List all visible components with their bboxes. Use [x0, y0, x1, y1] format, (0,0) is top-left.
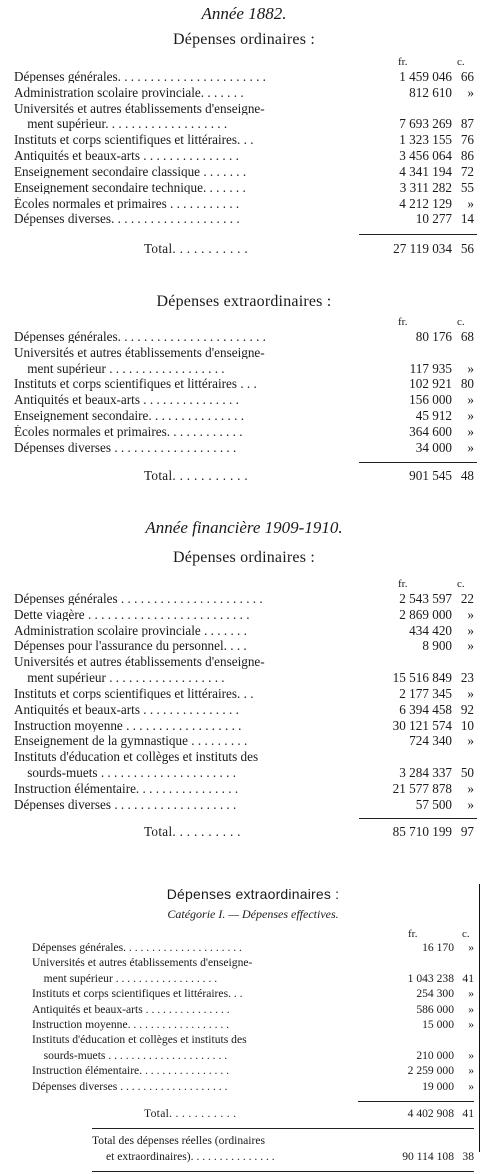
table-row: [14, 734, 474, 750]
table-row: [14, 655, 474, 671]
row-label: Dépenses diverses. . . . . . . . . . . . . . . . . . . .: [14, 212, 240, 226]
unit-centimes: c.: [457, 578, 465, 590]
row-label: Universités et autres établissements d'enseigne-: [32, 957, 253, 970]
grand-total-label-2: et extraordinaires). . . . . . . . . . . . . . .: [106, 1150, 275, 1163]
table-row: [14, 181, 474, 197]
table-row: [14, 393, 474, 409]
total-cents: 56: [460, 241, 474, 257]
total-label: Total. . . . . . . . . .: [144, 825, 241, 839]
row-cents: »: [468, 1018, 474, 1032]
table-row: [14, 102, 474, 118]
row-amount: 2 543 597: [399, 591, 452, 606]
heading-1909-extraordinary: Dépenses extraordinaires :: [166, 886, 340, 902]
row-cents: 10: [460, 717, 474, 733]
row-label: Antiquités et beaux-arts . . . . . . . . . . . . . . .: [32, 1003, 230, 1016]
row-cents: 76: [460, 132, 474, 148]
table-row: [14, 592, 474, 608]
grand-total-label-1: Total des dépenses réelles (ordinaires: [92, 1135, 266, 1148]
row-label: Dépenses diverses . . . . . . . . . . . . . . . . . . .: [32, 1080, 228, 1093]
year-title-1882: Année 1882.: [201, 4, 287, 23]
row-amount: 3 284 337: [399, 764, 452, 780]
row-cents: »: [468, 941, 474, 954]
table-row: [14, 425, 474, 441]
total-cents: 48: [460, 467, 474, 483]
row-cents: »: [468, 1064, 474, 1078]
row-label: Enseignement de la gymnastique . . . . . . . . .: [14, 734, 248, 748]
row-label: Instruction élémentaire. . . . . . . . . . . . . . . .: [14, 781, 239, 796]
section-1882-ordinary: [14, 4, 474, 258]
unit-francs: fr.: [398, 316, 408, 328]
total-label: Total. . . . . . . . . . .: [144, 468, 248, 482]
row-amount: 2 177 345: [399, 685, 452, 701]
row-label: Universités et autres établissements d'enseigne-: [14, 655, 265, 669]
row-amount: 2 259 000: [407, 1064, 454, 1078]
row-label: Instituts d'éducation et collèges et instituts des: [14, 750, 259, 764]
table-row: [14, 441, 474, 457]
section-1909-extraordinary: [32, 884, 474, 1174]
table-row: [32, 957, 474, 972]
table-row: [14, 330, 474, 346]
row-cents: »: [467, 796, 474, 812]
row-label: Instituts et corps scientifiques et littéraires. . .: [14, 133, 254, 147]
row-amount: 586 000: [416, 1002, 454, 1016]
row-label: ment supérieur . . . . . . . . . . . . . . . . . .: [32, 972, 218, 985]
grand-total-line-2: [32, 1151, 474, 1166]
table-row: [14, 70, 474, 86]
table-row: [14, 671, 474, 687]
total-cents: 41: [462, 1107, 474, 1121]
row-cents: 80: [460, 376, 474, 392]
row-amount: 117 935: [409, 360, 452, 376]
row-amount: 45 912: [415, 408, 452, 424]
row-amount: 34 000: [415, 439, 452, 455]
row-label: Universités et autres établissements d'enseigne-: [14, 101, 265, 116]
row-cents: 22: [460, 591, 474, 606]
table-row: [32, 988, 474, 1003]
row-cents: 87: [460, 116, 474, 132]
total-row-1909-ordinary: [14, 825, 474, 841]
table-row: [14, 117, 474, 133]
row-cents: »: [467, 638, 474, 654]
table-row: [32, 1019, 474, 1034]
row-amount: 156 000: [409, 392, 452, 408]
unit-francs: fr.: [398, 56, 408, 68]
table-row: [32, 942, 474, 957]
row-amount: 210 000: [416, 1048, 454, 1062]
row-amount: 7 693 269: [399, 116, 452, 132]
row-amount: 1 459 046: [399, 69, 452, 84]
row-amount: 1 043 238: [407, 971, 454, 985]
table-row: [14, 687, 474, 703]
units-1909-extraordinary: [32, 928, 474, 942]
table-row: [14, 377, 474, 393]
total-amount: 901 545: [409, 467, 452, 483]
unit-francs: fr.: [398, 578, 408, 590]
heading-1909-ordinary: Dépenses ordinaires :: [173, 549, 315, 566]
table-row: [14, 719, 474, 735]
row-cents: »: [468, 1048, 474, 1062]
table-row: [14, 750, 474, 766]
heading-1882-extraordinary: Dépenses extraordinaires :: [156, 293, 332, 310]
table-row: [14, 212, 474, 228]
row-label: sourds-muets . . . . . . . . . . . . . . . . . . . . .: [32, 1049, 228, 1062]
row-cents: 86: [460, 148, 474, 164]
row-amount: 4 341 194: [399, 163, 452, 179]
row-cents: »: [467, 622, 474, 638]
rows-1909-ordinary: [14, 592, 474, 813]
row-cents: 55: [460, 179, 474, 195]
row-cents: »: [467, 685, 474, 701]
subheading-category-1: Catégorie I. — Dépenses effectives.: [167, 907, 339, 921]
total-row-1909-extraordinary: [32, 1108, 474, 1123]
row-label: Antiquités et beaux-arts . . . . . . . . . . . . . . .: [14, 702, 239, 717]
grand-total-cents: 38: [462, 1149, 474, 1163]
row-amount: 15 000: [422, 1018, 454, 1032]
grand-total-rule: [32, 1123, 474, 1135]
total-row-1882-extraordinary: [14, 469, 474, 485]
row-amount: 3 456 064: [399, 148, 452, 164]
row-amount: 15 516 849: [392, 670, 452, 686]
total-amount: 4 402 908: [407, 1107, 454, 1121]
row-label: Écoles normales et primaires . . . . . . . . . . .: [14, 196, 240, 210]
table-row: [32, 1004, 474, 1019]
row-label: Dépenses générales. . . . . . . . . . . . . . . . . . . . . . .: [14, 70, 266, 84]
row-amount: 812 610: [409, 84, 452, 100]
year-title-1909: Année financière 1909-1910.: [145, 518, 343, 537]
row-cents: »: [467, 360, 474, 376]
row-amount: 10 277: [415, 211, 452, 227]
unit-centimes: c.: [457, 56, 465, 68]
row-amount: 21 577 878: [392, 780, 452, 796]
table-row: [14, 197, 474, 213]
row-label: Dépenses diverses . . . . . . . . . . . . . . . . . . .: [14, 440, 237, 455]
total-label: Total. . . . . . . . . . .: [144, 242, 248, 256]
row-label: Instituts et corps scientifiques et littéraires . . .: [14, 377, 257, 391]
unit-centimes: c.: [462, 928, 470, 940]
row-label: Antiquités et beaux-arts . . . . . . . . . . . . . . .: [14, 393, 239, 407]
units-1882-ordinary: [14, 56, 474, 70]
table-row: [14, 639, 474, 655]
row-cents: »: [467, 733, 474, 749]
row-label: Administration scolaire provinciale . . . . . . .: [14, 623, 247, 638]
row-cents: 72: [460, 163, 474, 179]
row-cents: »: [467, 780, 474, 796]
row-label: Écoles normales et primaires. . . . . . . . . . . .: [14, 424, 243, 439]
table-row: [14, 766, 474, 782]
grand-total-amount: 90 114 108: [402, 1149, 454, 1163]
table-row: [32, 1050, 474, 1065]
row-label: Enseignement secondaire technique. . . . . . .: [14, 180, 246, 195]
row-label: ment supérieur. . . . . . . . . . . . . . . . . . .: [14, 117, 228, 131]
table-row: [14, 346, 474, 362]
row-cents: 92: [460, 701, 474, 717]
total-amount: 85 710 199: [392, 824, 452, 840]
row-amount: 254 300: [416, 987, 454, 1001]
row-cents: »: [467, 195, 474, 211]
units-1882-extraordinary: [14, 316, 474, 330]
table-row: [32, 973, 474, 988]
row-amount: 2 869 000: [399, 606, 452, 622]
row-label: Universités et autres établissements d'enseigne-: [14, 345, 265, 360]
row-label: Antiquités et beaux-arts . . . . . . . . . . . . . . .: [14, 149, 239, 163]
table-row: [32, 1081, 474, 1096]
row-label: Instruction élémentaire. . . . . . . . . . . . . . . .: [32, 1065, 230, 1078]
total-label: Total. . . . . . . . . . .: [144, 1108, 237, 1121]
row-label: Dépenses pour l'assurance du personnel. . . .: [14, 639, 247, 653]
row-cents: 66: [460, 69, 474, 84]
row-cents: 68: [460, 329, 474, 344]
row-label: Enseignement secondaire classique . . . . . . .: [14, 164, 247, 179]
section-1882-extraordinary: [14, 292, 474, 484]
row-amount: 19 000: [422, 1079, 454, 1093]
rows-1882-ordinary: [14, 70, 474, 228]
table-row: [14, 133, 474, 149]
total-row-1882-ordinary: [14, 242, 474, 258]
section-1909-ordinary: [14, 518, 474, 841]
row-cents: 50: [460, 764, 474, 780]
row-cents: »: [467, 408, 474, 424]
row-amount: 1 323 155: [399, 132, 452, 148]
row-label: Dépenses générales . . . . . . . . . . . . . . . . . . . . . .: [14, 592, 263, 606]
rows-1882-extraordinary: [14, 330, 474, 457]
row-label: Enseignement secondaire. . . . . . . . . . . . . . .: [14, 409, 244, 423]
total-rule-1882-ordinary: [14, 228, 474, 242]
table-row: [14, 703, 474, 719]
row-cents: »: [468, 1079, 474, 1093]
row-label: Instruction moyenne. . . . . . . . . . . . . . . . . .: [32, 1019, 230, 1032]
table-row: [14, 149, 474, 165]
row-cents: »: [468, 1002, 474, 1016]
row-label: Administration scolaire provinciale. . . . . . .: [14, 85, 244, 100]
heading-1882-ordinary: Dépenses ordinaires :: [173, 31, 315, 48]
row-amount: 364 600: [409, 423, 452, 439]
row-amount: 724 340: [409, 733, 452, 749]
row-amount: 4 212 129: [399, 195, 452, 211]
row-amount: 57 500: [415, 796, 452, 812]
row-amount: 3 311 282: [399, 179, 452, 195]
row-amount: 8 900: [422, 638, 452, 654]
row-label: ment supérieur . . . . . . . . . . . . . . . . . .: [14, 361, 225, 376]
total-rule-1882-extraordinary: [14, 457, 474, 469]
table-row: [14, 86, 474, 102]
grand-total-line-1: [32, 1135, 474, 1150]
row-label: Dette viagère . . . . . . . . . . . . . . . . . . . . . . . . .: [14, 607, 250, 622]
row-amount: 6 394 458: [399, 701, 452, 717]
table-row: [32, 1034, 474, 1049]
table-row: [32, 1065, 474, 1080]
table-row: [14, 362, 474, 378]
row-label: ment supérieur . . . . . . . . . . . . . . . . . .: [14, 671, 225, 685]
table-row: [14, 782, 474, 798]
row-cents: »: [467, 423, 474, 439]
table-row: [14, 624, 474, 640]
total-cents: 97: [460, 824, 474, 840]
grand-total-bottom-rule: [32, 1166, 474, 1174]
table-row: [14, 409, 474, 425]
row-amount: 102 921: [409, 376, 452, 392]
row-cents: »: [467, 392, 474, 408]
row-cents: »: [467, 606, 474, 622]
total-amount: 27 119 034: [393, 241, 452, 257]
row-amount: 80 176: [415, 329, 452, 344]
table-row: [14, 608, 474, 624]
row-label: sourds-muets . . . . . . . . . . . . . . . . . . . . .: [14, 765, 236, 780]
row-label: Instituts d'éducation et collèges et instituts des: [32, 1034, 247, 1047]
row-cents: 23: [460, 670, 474, 686]
rows-1909-extraordinary: [32, 942, 474, 1096]
row-amount: 16 170: [422, 941, 454, 954]
row-cents: 41: [462, 971, 474, 985]
row-label: Dépenses générales. . . . . . . . . . . . . . . . . . . . .: [32, 942, 242, 954]
row-cents: »: [467, 439, 474, 455]
row-cents: »: [468, 987, 474, 1001]
row-label: Instruction moyenne . . . . . . . . . . . . . . . . . .: [14, 718, 242, 732]
margin-vertical-rule: [479, 884, 480, 1152]
unit-centimes: c.: [457, 316, 465, 328]
row-label: Dépenses diverses . . . . . . . . . . . . . . . . . . .: [14, 797, 237, 811]
row-label: Dépenses générales. . . . . . . . . . . . . . . . . . . . . . .: [14, 330, 266, 344]
row-amount: 30 121 574: [392, 717, 452, 733]
units-1909-ordinary: [14, 578, 474, 592]
row-label: Instituts et corps scientifiques et littéraires. . .: [32, 988, 243, 1001]
row-label: Instituts et corps scientifiques et littéraires. . .: [14, 686, 254, 701]
table-row: [14, 165, 474, 181]
table-row: [14, 798, 474, 814]
row-cents: 14: [460, 211, 474, 227]
unit-francs: fr.: [408, 928, 418, 940]
row-amount: 434 420: [409, 622, 452, 638]
row-cents: »: [467, 84, 474, 100]
